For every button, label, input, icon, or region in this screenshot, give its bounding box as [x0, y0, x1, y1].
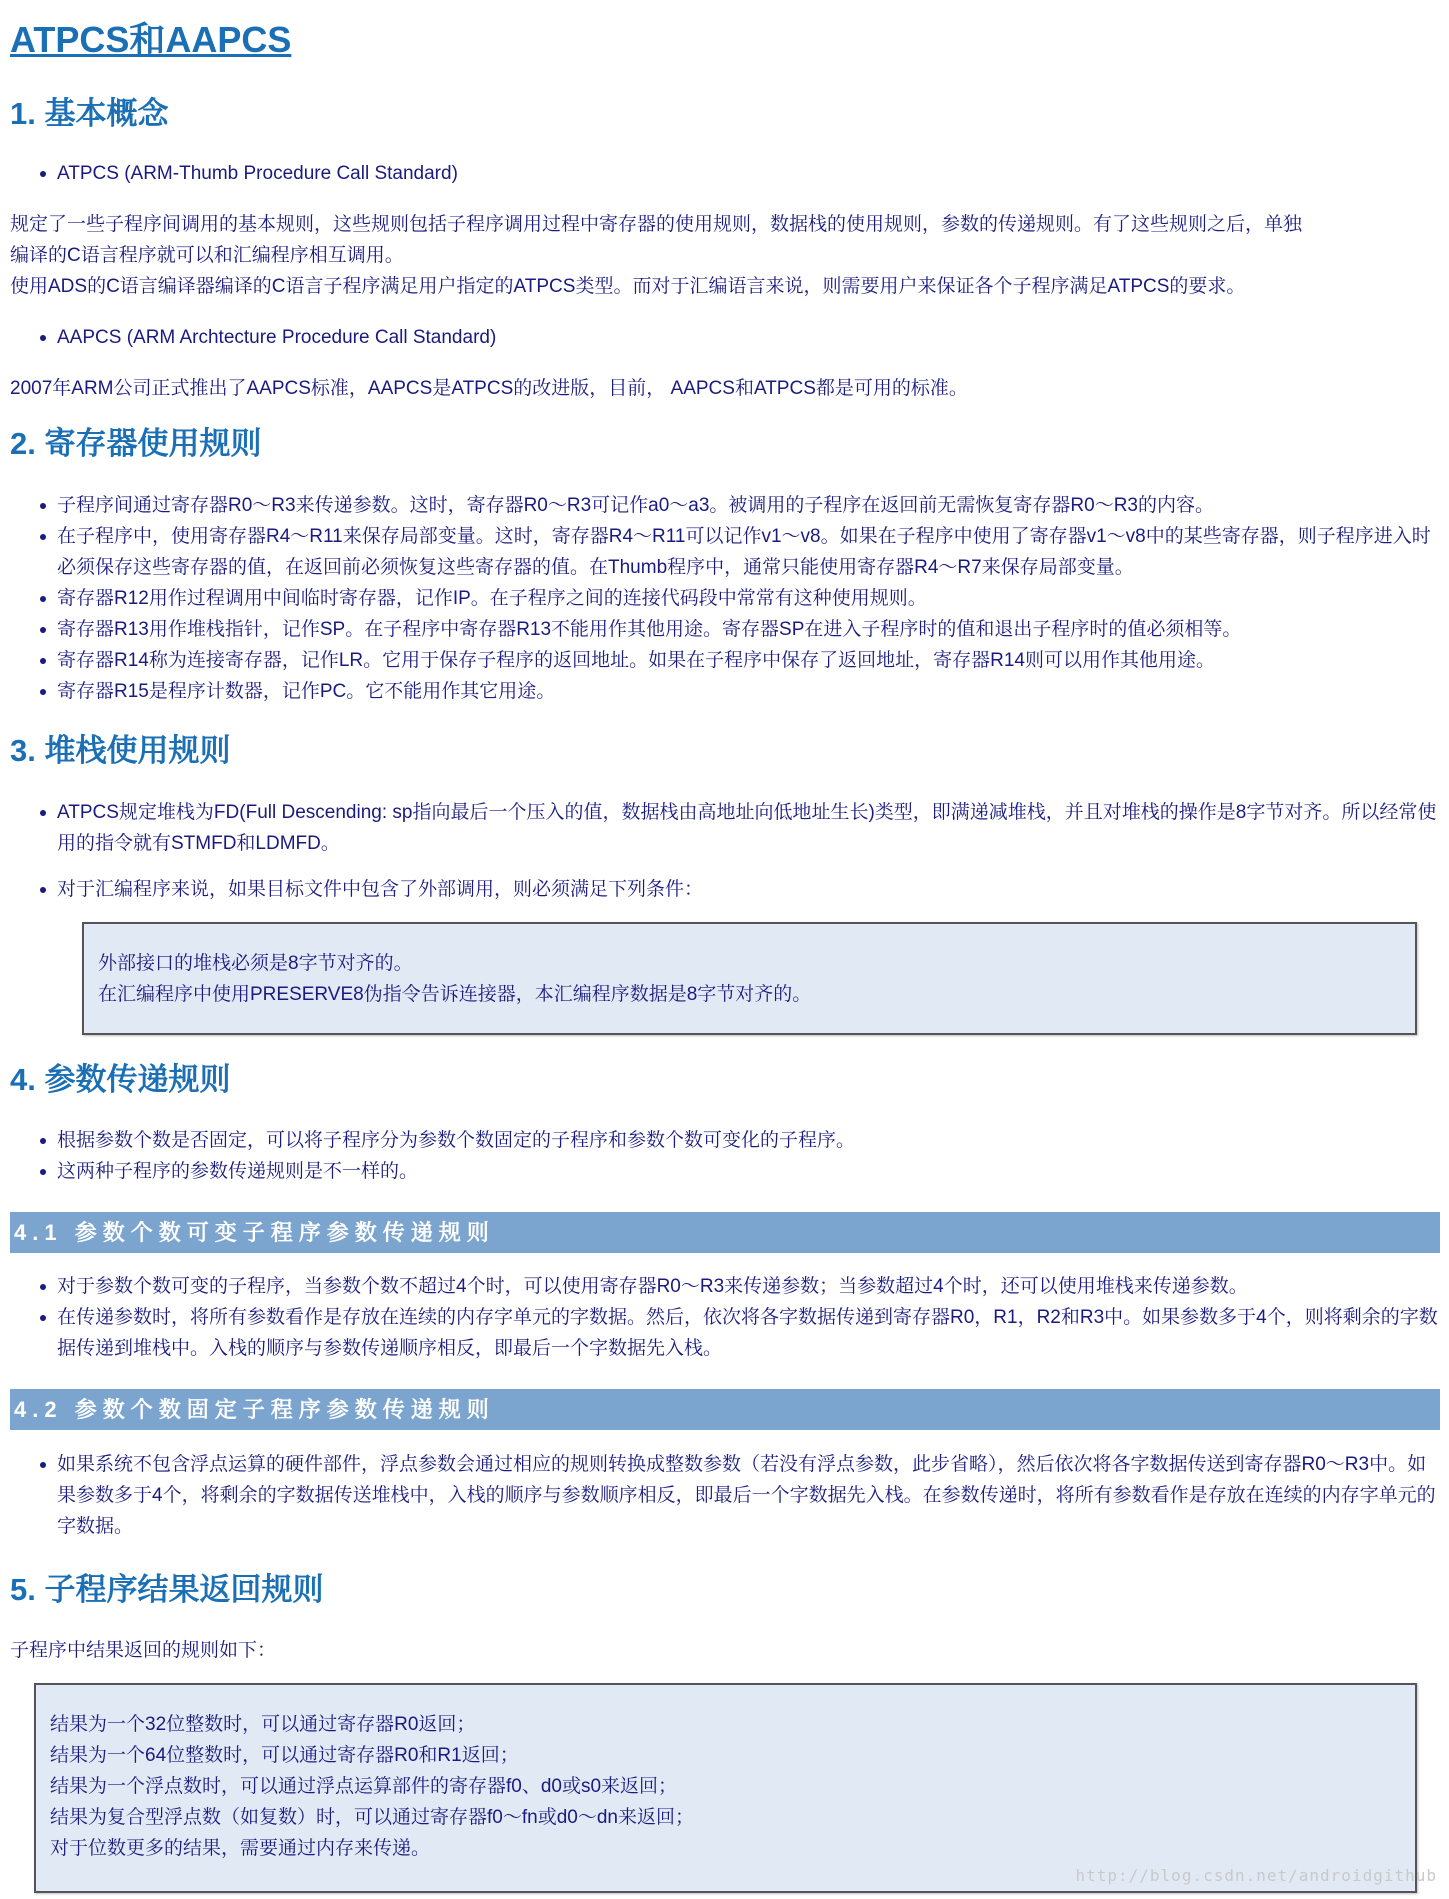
section-3-heading: 3. 堆栈使用规则	[10, 733, 231, 768]
watermark: http://blog.csdn.net/androidgithub	[1075, 1866, 1437, 1885]
paragraph-line: 使用ADS的C语言编译器编译的C语言子程序满足用户指定的ATPCS类型。而对于汇编语言来说，则需要用户来保证各个子程序满足ATPCS的要求。	[10, 276, 1246, 297]
code-line: 结果为复合型浮点数（如复数）时，可以通过寄存器f0～fn或d0～dn来返回；	[50, 1807, 694, 1828]
section-2-list	[10, 490, 1440, 707]
list-item: 根据参数个数是否固定，可以将子程序分为参数个数固定的子程序和参数个数可变化的子程序。	[10, 1125, 1440, 1156]
paragraph-line: 编译的C语言程序就可以和汇编程序相互调用。	[10, 245, 404, 266]
list-item: 子程序间通过寄存器R0～R3来传递参数。这时，寄存器R0～R3可记作a0～a3。被调用的子程序在返回前无需恢复寄存器R0～R3的内容。	[10, 490, 1440, 521]
section-3-list-2	[10, 874, 1440, 905]
section-3-list-1	[10, 797, 1440, 859]
list-item: 对于汇编程序来说，如果目标文件中包含了外部调用，则必须满足下列条件：	[10, 874, 1440, 905]
section-1-paragraph-2: 2007年ARM公司正式推出了AAPCS标准，AAPCS是ATPCS的改进版，目前， AAPCS和ATPCS都是可用的标准。	[10, 378, 968, 399]
subsection-4-2-heading: 4.2 参数个数固定子程序参数传递规则	[10, 1389, 1440, 1430]
list-item: 对于参数个数可变的子程序，当参数个数不超过4个时，可以使用寄存器R0～R3来传递参数；当参数超过4个时，还可以使用堆栈来传递参数。	[10, 1271, 1440, 1302]
list-item: 寄存器R12用作过程调用中间临时寄存器，记作IP。在子程序之间的连接代码段中常常有这种使用规则。	[10, 583, 1440, 614]
paragraph-line: 规定了一些子程序间调用的基本规则，这些规则包括子程序调用过程中寄存器的使用规则，数据栈的使用规则，参数的传递规则。有了这些规则之后，单独	[10, 214, 1303, 235]
subsection-4-2-list	[10, 1449, 1440, 1542]
subsection-4-1-heading: 4.1 参数个数可变子程序参数传递规则	[10, 1212, 1440, 1253]
list-item: 寄存器R13用作堆栈指针，记作SP。在子程序中寄存器R13不能用作其他用途。寄存器SP在进入子程序时的值和退出子程序时的值必须相等。	[10, 614, 1440, 645]
code-line: 结果为一个64位整数时，可以通过寄存器R0和R1返回；	[50, 1745, 519, 1766]
section-1-list-2	[10, 322, 1440, 353]
subsection-4-1-list	[10, 1271, 1440, 1364]
code-line: 结果为一个32位整数时，可以通过寄存器R0返回；	[50, 1714, 476, 1735]
list-item: 在传递参数时，将所有参数看作是存放在连续的内存字单元的字数据。然后，依次将各字数据传递到寄存器R0，R1，R2和R3中。如果参数多于4个，则将剩余的字数据传递到堆栈中。入栈的顺序与参数传递顺序相反，即最后一个字数据先入栈。	[10, 1302, 1440, 1364]
list-item: 寄存器R14称为连接寄存器，记作LR。它用于保存子程序的返回地址。如果在子程序中保存了返回地址，寄存器R14则可以用作其他用途。	[10, 645, 1440, 676]
section-4-list	[10, 1125, 1440, 1187]
list-item: 这两种子程序的参数传递规则是不一样的。	[10, 1156, 1440, 1187]
section-4-heading: 4. 参数传递规则	[10, 1062, 231, 1097]
section-1-heading: 1. 基本概念	[10, 96, 169, 131]
list-item: AAPCS (ARM Archtecture Procedure Call Standard)	[10, 322, 1440, 353]
list-item: ATPCS (ARM-Thumb Procedure Call Standard)	[10, 158, 1440, 189]
code-block-stack	[82, 922, 1417, 1035]
code-line: 对于位数更多的结果，需要通过内存来传递。	[50, 1838, 431, 1859]
section-1-paragraph-1	[10, 209, 1440, 302]
section-5-intro: 子程序中结果返回的规则如下：	[10, 1640, 277, 1661]
code-line: 外部接口的堆栈必须是8字节对齐的。	[98, 953, 413, 974]
section-1-list-1	[10, 158, 1440, 189]
list-item: ATPCS规定堆栈为FD(Full Descending: sp指向最后一个压入的值，数据栈由高地址向低地址生长)类型，即满递减堆栈，并且对堆栈的操作是8字节对齐。所以经常使用的指令就有STMFD和LDMFD。	[10, 797, 1440, 859]
section-2-heading: 2. 寄存器使用规则	[10, 426, 262, 461]
code-line: 结果为一个浮点数时，可以通过浮点运算部件的寄存器f0、d0或s0来返回；	[50, 1776, 678, 1797]
list-item: 寄存器R15是程序计数器，记作PC。它不能用作其它用途。	[10, 676, 1440, 707]
section-5-heading: 5. 子程序结果返回规则	[10, 1572, 324, 1607]
page-title[interactable]: ATPCS和AAPCS	[10, 19, 292, 60]
list-item: 在子程序中，使用寄存器R4～R11来保存局部变量。这时，寄存器R4～R11可以记作v1～v8。如果在子程序中使用了寄存器v1～v8中的某些寄存器，则子程序进入时必须保存这些寄存器的值，在返回前必须恢复这些寄存器的值。在Thumb程序中，通常只能使用寄存器R4～R7来保存局部变量。	[10, 521, 1440, 583]
list-item: 如果系统不包含浮点运算的硬件部件，浮点参数会通过相应的规则转换成整数参数（若没有浮点参数，此步省略），然后依次将各字数据传送到寄存器R0～R3中。如果参数多于4个，将剩余的字数据传送堆栈中，入栈的顺序与参数顺序相反，即最后一个字数据先入栈。在参数传递时，将所有参数看作是存放在连续的内存字单元的字数据。	[10, 1449, 1440, 1542]
code-block-return	[34, 1683, 1417, 1893]
code-line: 在汇编程序中使用PRESERVE8伪指令告诉连接器，本汇编程序数据是8字节对齐的。	[98, 984, 812, 1005]
